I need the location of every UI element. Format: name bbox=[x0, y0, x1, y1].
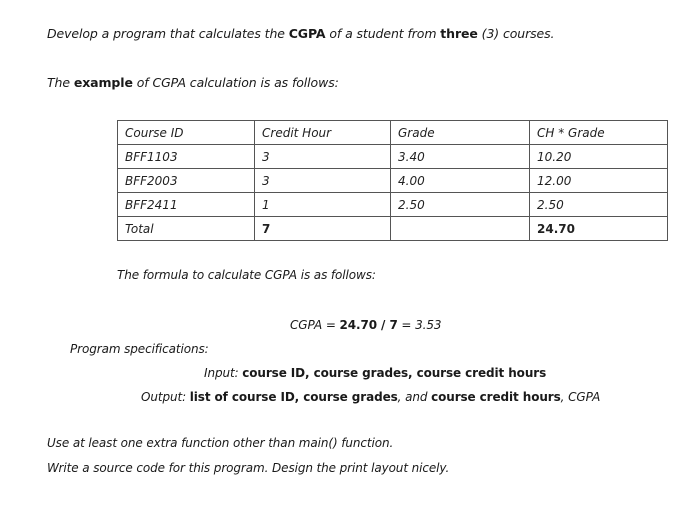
example-bold: example bbox=[73, 75, 133, 90]
spec-label: Program specifications: bbox=[70, 342, 209, 356]
output-items-1: list of course ID, course grades bbox=[189, 390, 398, 404]
example-suffix: of CGPA calculation is as follows: bbox=[132, 75, 339, 90]
example-prefix: The bbox=[47, 75, 74, 90]
task-statement bbox=[47, 26, 554, 41]
header-grade: Grade bbox=[391, 121, 530, 145]
output-suffix: , CGPA bbox=[560, 390, 601, 404]
total-credit-cell: 7 bbox=[255, 217, 391, 241]
table-row bbox=[118, 193, 668, 217]
task-cgpa: CGPA bbox=[288, 26, 326, 41]
table-row bbox=[118, 145, 668, 169]
course-id-cell: BFF2411 bbox=[118, 193, 255, 217]
header-credit-hour: Credit Hour bbox=[255, 121, 391, 145]
ch-grade-cell: 12.00 bbox=[530, 169, 668, 193]
formula-result: = 3.53 bbox=[397, 318, 442, 332]
grade-cell: 2.50 bbox=[391, 193, 530, 217]
course-id-cell: BFF1103 bbox=[118, 145, 255, 169]
output-mid: , and bbox=[397, 390, 432, 404]
table-total-row bbox=[118, 217, 668, 241]
formula-divider: / bbox=[376, 318, 390, 332]
task-text: Develop a program that calculates the bbox=[47, 26, 289, 41]
spec-input bbox=[204, 366, 546, 380]
task-three: three bbox=[440, 26, 478, 41]
formula-prefix: CGPA = bbox=[290, 318, 340, 332]
total-label-cell: Total bbox=[118, 217, 255, 241]
grade-cell: 3.40 bbox=[391, 145, 530, 169]
ch-grade-cell: 10.20 bbox=[530, 145, 668, 169]
cgpa-formula bbox=[290, 318, 441, 332]
total-ch-grade-cell: 24.70 bbox=[530, 217, 668, 241]
credit-hour-cell: 3 bbox=[255, 169, 391, 193]
example-intro bbox=[47, 75, 339, 90]
input-prefix: Input: bbox=[204, 366, 243, 380]
output-prefix: Output: bbox=[141, 390, 190, 404]
table-header-row bbox=[118, 121, 668, 145]
formula-numerator: 24.70 bbox=[339, 318, 377, 332]
credit-hour-cell: 3 bbox=[255, 145, 391, 169]
cgpa-table bbox=[117, 120, 668, 241]
task-text-suffix: (3) courses. bbox=[477, 26, 555, 41]
input-items: course ID, course grades, course credit hours bbox=[242, 366, 547, 380]
total-grade-cell bbox=[391, 217, 530, 241]
spec-output bbox=[141, 390, 600, 404]
formula-label: The formula to calculate CGPA is as follows: bbox=[117, 268, 376, 282]
ch-grade-cell: 2.50 bbox=[530, 193, 668, 217]
output-items-2: course credit hours bbox=[431, 390, 561, 404]
credit-hour-cell: 1 bbox=[255, 193, 391, 217]
grade-cell: 4.00 bbox=[391, 169, 530, 193]
write-code-note: Write a source code for this program. Design the print layout nicely. bbox=[47, 461, 450, 475]
course-id-cell: BFF2003 bbox=[118, 169, 255, 193]
formula-denominator: 7 bbox=[389, 318, 398, 332]
extra-function-note: Use at least one extra function other than main() function. bbox=[47, 436, 394, 450]
header-ch-grade: CH * Grade bbox=[530, 121, 668, 145]
header-course-id: Course ID bbox=[118, 121, 255, 145]
task-text-middle: of a student from bbox=[325, 26, 441, 41]
table-row bbox=[118, 169, 668, 193]
